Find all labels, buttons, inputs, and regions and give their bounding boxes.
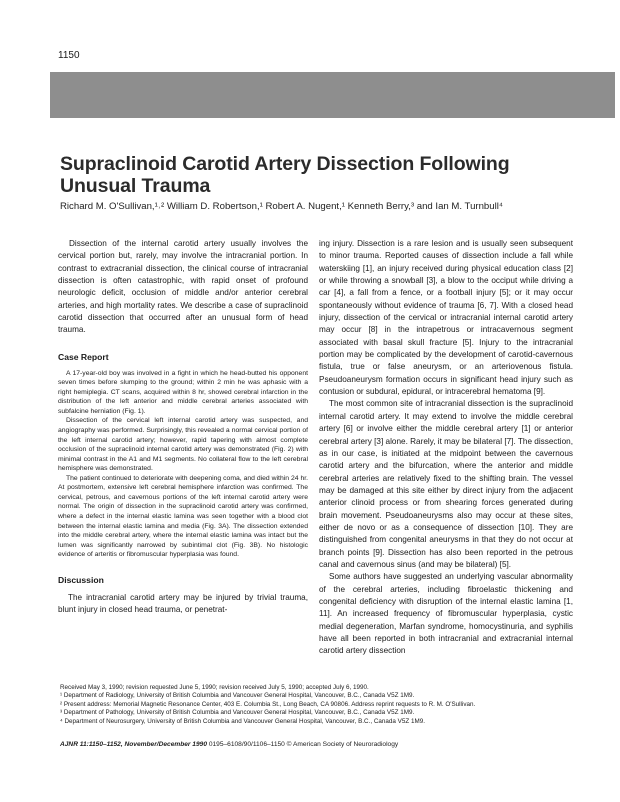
abstract: Dissection of the internal carotid artery usually involves the cervical portion but, rarely, may involve the intracranial portion. In contrast to extracranial dissection, the clinical course of intracranial dissection is often catastrophic, with rapid onset of profound neurologic deficit, occlusion of middle and/or anterior cerebral arteries, and high mortality rates. We describe a case of supraclinoid carotid dissection that occurred after an unusual form of head trauma. [58, 239, 308, 335]
left-column [58, 238, 308, 616]
body-paragraph: ing injury. Dissection is a rare lesion and is usually seen subsequent to minor trauma. Reported causes of dissection include a fall while waterskiing [1], an injury received during physical education class [2] or while throwing a snowball [3], a blow to the occiput while driving a car [4], a fall from a fence, or a football injury [5]; or it may occur spontaneously without evidence of trauma [6, 7]. With a closed head injury, dissection of the cervical or intracranial internal carotid artery may occur [8] in the intrapetrous or intracavernous segment associated with basal skull fracture [5]. Injury to the intracranial portion may be complicated by the development of carotid-cavernous fistula, true or false aneurysm, or an arteriovenous fistula. Pseudoaneurysm formation occurs in significant head injury such as contusion or subdural, epidural, or intracerebral hematoma [9]. [319, 239, 573, 397]
case-report-paragraph: Dissection of the cervical left internal carotid artery was suspected, and angiography was performed. Surprisingly, this revealed a normal cervical portion of the left internal carotid artery; however, rapid tapering with almost complete occlusion of the supraclinoid internal carotid artery was demonstrated (Fig. 2) with minimal contrast in the A1 and M1 segments. No collateral flow to the left cerebral hemisphere was demonstrated. [58, 417, 308, 473]
article-title: Supraclinoid Carotid Artery Dissection Following Unusual Trauma [60, 153, 510, 197]
body-paragraph: Some authors have suggested an underlying vascular abnormality of the cerebral arteries, including fibroelastic thickening and congenital deficiency with disruption of the internal elastic lamina [1, 11]. An increased frequency of fibromuscular hyperplasia, cystic medial degeneration, Marfan syndrome, homocystinuria, and syphilis have all been reported in both intracranial and extracranial internal carotid artery dissection [319, 572, 573, 656]
page-number: 1150 [58, 50, 80, 61]
discussion-paragraph: The intracranial carotid artery may be injured by trivial trauma, blunt injury in closed head trauma, or penetrat- [58, 592, 308, 615]
footnote-received: Received May 3, 1990; revision requested June 5, 1990; revision received July 5, 1990; accepted July 6, 1990. [60, 684, 369, 691]
case-report-paragraph: A 17-year-old boy was involved in a fight in which he head-butted his opponent seven times before slumping to the ground; within 2 min he was aphasic with a right hemiplegia. CT scans, acquired within 8 hr, showed cerebral infarction in the distribution of the left anterior and middle cerebral arteries associated with subfalcine herniation (Fig. 1). [58, 369, 308, 415]
case-report-paragraph: The patient continued to deteriorate with deepening coma, and died within 24 hr. At postmortem, extensive left cerebral hemisphere infarction was confirmed. The cervical, petrous, and cavernous portions of the left internal carotid artery were normal. The origin of dissection in the supraclinoid carotid artery was confirmed, where a defect in the internal elastic lamina was seen together with a blood clot between the internal elastic lamina and media (Fig. 3A). The dissection extended into the middle cerebral artery, where the internal elastic lamina was intact but the lumen was significantly narrowed by subintimal clot (Fig. 3B). No histologic evidence of arteritis or fibromuscular hyperplasia was found. [58, 474, 308, 559]
right-column [319, 238, 573, 658]
journal-citation-rest: 0195–6108/90/1106–1150 © American Society of Neuroradiology [206, 741, 399, 748]
journal-citation [60, 741, 398, 748]
case-report-heading: Case Report [58, 351, 109, 362]
footnote: ⁴ Department of Neurosurgery, University of British Columbia and Vancouver General Hospital, Vancouver, B.C., Canada V5Z 1M9. [60, 717, 425, 725]
discussion-heading: Discussion [58, 574, 104, 585]
body-paragraph: The most common site of intracranial dissection is the supraclinoid internal carotid artery. It may extend to involve the middle cerebral artery [6] or involve either the middle cerebral artery [1] or anterior cerebral artery [3] alone. Rarely, it may be bilateral [7]. The dissection, as in our case, is initiated at the midpoint between the cavernous carotid artery and the bifurcation, where the anterior and middle cerebral arteries are relatively fixed to the shifting brain. The vessel may be damaged at this site either by direct injury from the adjacent anterior clinoid process or from shearing forces generated during brain movement. Pseudoaneurysms also may occur at these sites, either de novo or as a consequence of dissection [10]. They are distinguished from congenital aneurysms in that they do not occur at branch points [9]. Dissection has also been reported in the petrous canal and cavernous sinus (and may be bilateral) [5]. [319, 399, 573, 569]
footnote: ³ Department of Pathology, University of British Columbia and Vancouver General Hospital, Vancouver, B.C., Canada V5Z 1M9. [60, 709, 415, 717]
footnotes [60, 684, 580, 726]
journal-citation-bold: AJNR 11:1150–1152, November/December 1990 [60, 741, 207, 748]
header-band [50, 72, 615, 118]
footnote: ¹ Department of Radiology, University of British Columbia and Vancouver General Hospital, Vancouver, B.C., Canada V5Z 1M9. [60, 692, 415, 700]
author-list: Richard M. O'Sullivan,¹˒² William D. Robertson,¹ Robert A. Nugent,¹ Kenneth Berry,³ and Ian M. Turnbull⁴ [60, 201, 503, 212]
footnote: ² Present address: Memorial Magnetic Resonance Center, 403 E. Columbia St., Long Beach, CA 90806. Address reprint requests to R. M. O'Sullivan. [60, 700, 476, 708]
